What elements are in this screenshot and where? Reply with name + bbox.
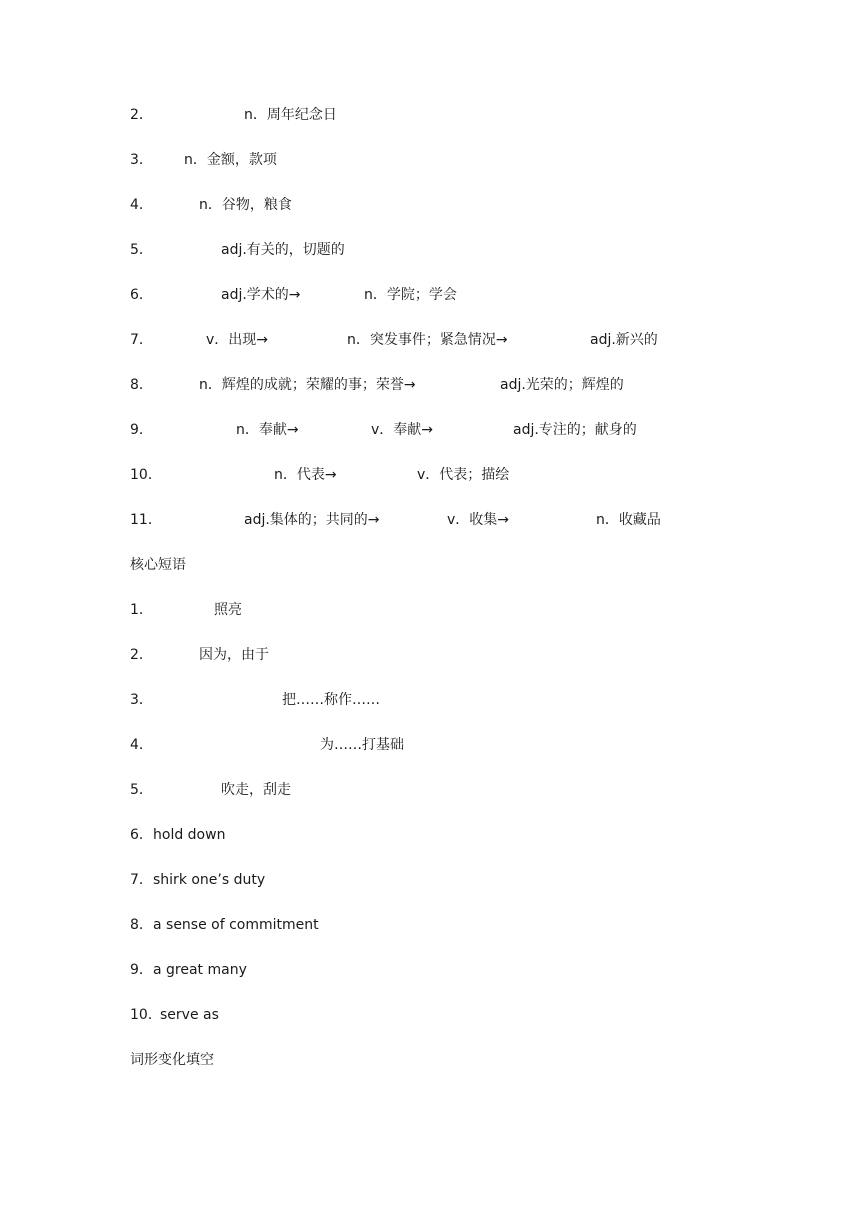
definition: adj.新兴的 xyxy=(590,332,658,348)
item-number: 10． xyxy=(130,1007,162,1023)
definition: n．突发事件；紧急情况→ xyxy=(347,332,508,348)
phrase-text: 因为，由于 xyxy=(199,647,269,663)
item-number: 2． xyxy=(130,107,153,123)
item-number: 7． xyxy=(130,332,153,348)
item-number: 6． xyxy=(130,827,153,843)
item-number: 4． xyxy=(130,737,153,753)
definition: adj.有关的，切题的 xyxy=(221,242,345,258)
definition: v．奉献→ xyxy=(371,422,434,438)
definition: v．收集→ xyxy=(447,512,510,528)
definition: adj.学术的→ xyxy=(221,287,301,303)
phrase-text: 照亮 xyxy=(214,602,242,618)
definition: adj.光荣的；辉煌的 xyxy=(500,377,624,393)
item-number: 4． xyxy=(130,197,153,213)
item-number: 2． xyxy=(130,647,153,663)
section-heading-word-forms: 词形变化填空 xyxy=(130,1052,214,1068)
item-number: 9． xyxy=(130,422,153,438)
definition: n．奉献→ xyxy=(236,422,299,438)
definition: n．代表→ xyxy=(274,467,337,483)
item-number: 6． xyxy=(130,287,153,303)
phrase-text: 为……打基础 xyxy=(320,737,404,753)
section-heading-core-phrases: 核心短语 xyxy=(130,557,186,573)
phrase-text: a sense of commitment xyxy=(153,917,319,933)
definition: n．周年纪念日 xyxy=(244,107,337,123)
phrase-text: shirk one’s duty xyxy=(153,872,266,888)
item-number: 3． xyxy=(130,152,153,168)
definition: adj.专注的；献身的 xyxy=(513,422,637,438)
definition: adj.集体的；共同的→ xyxy=(244,512,380,528)
definition: n．谷物，粮食 xyxy=(199,197,292,213)
phrase-text: 把……称作…… xyxy=(282,692,380,708)
item-number: 5． xyxy=(130,782,153,798)
item-number: 11． xyxy=(130,512,162,528)
definition: n．金额，款项 xyxy=(184,152,277,168)
item-number: 10． xyxy=(130,467,162,483)
definition: n．辉煌的成就；荣耀的事；荣誉→ xyxy=(199,377,416,393)
item-number: 5． xyxy=(130,242,153,258)
definition: v．出现→ xyxy=(206,332,269,348)
item-number: 8． xyxy=(130,917,153,933)
item-number: 7． xyxy=(130,872,153,888)
phrase-text: 吹走，刮走 xyxy=(221,782,291,798)
phrase-text: serve as xyxy=(160,1007,219,1023)
item-number: 8． xyxy=(130,377,153,393)
item-number: 3． xyxy=(130,692,153,708)
definition: v．代表；描绘 xyxy=(417,467,510,483)
definition: n．学院；学会 xyxy=(364,287,457,303)
phrase-text: hold down xyxy=(153,827,226,843)
definition: n．收藏品 xyxy=(596,512,661,528)
item-number: 1． xyxy=(130,602,153,618)
item-number: 9． xyxy=(130,962,153,978)
phrase-text: a great many xyxy=(153,962,247,978)
